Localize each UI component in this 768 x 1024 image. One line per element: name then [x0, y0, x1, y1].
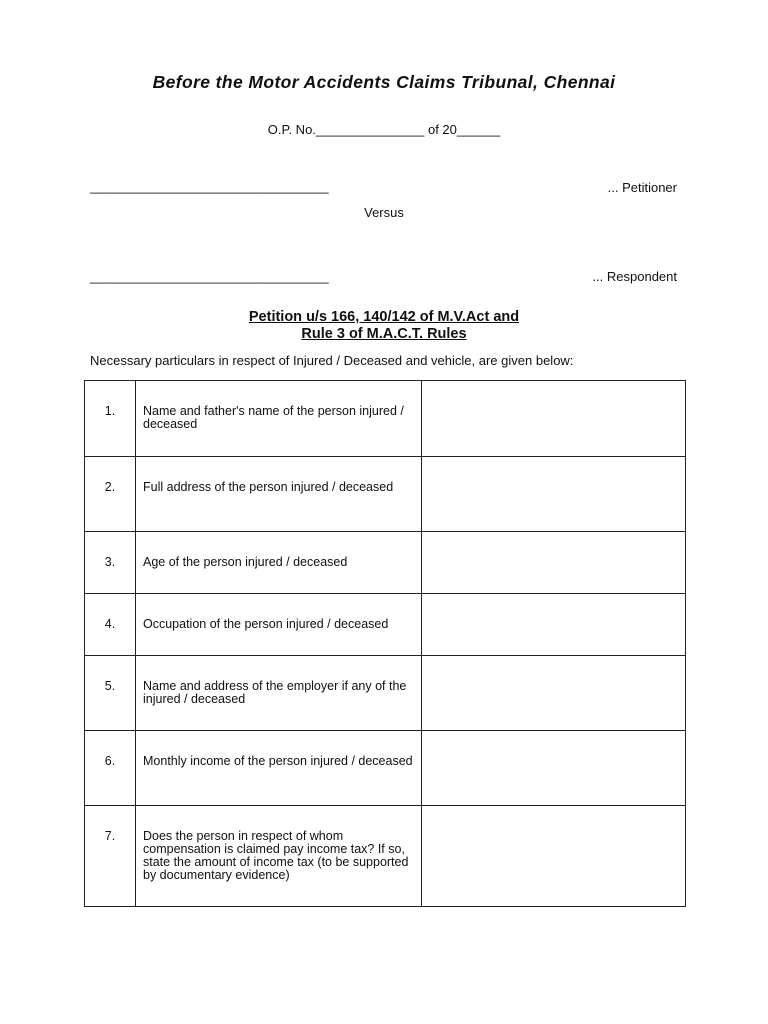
table-row: [85, 381, 686, 457]
row-number-cell: [85, 656, 136, 731]
row-number-cell: [85, 381, 136, 457]
petitioner-label: ... Petitioner: [607, 180, 677, 195]
row-number: 6.: [104, 754, 116, 768]
op-number: O.P. No._______________ of 20______: [267, 122, 501, 137]
table-row: [85, 532, 686, 594]
row-number: 3.: [104, 555, 116, 569]
row-label: Age of the person injured / deceased: [143, 555, 348, 569]
document-title: Before the Motor Accidents Claims Tribunal, Chennai: [152, 72, 616, 92]
row-label-cell: [136, 656, 422, 731]
row-number-cell: [85, 594, 136, 656]
row-label: Name and father's name of the person injured / deceased: [143, 404, 404, 431]
table-row: [85, 656, 686, 731]
row-label-cell: [136, 594, 422, 656]
row-label: Full address of the person injured / deceased: [143, 480, 394, 494]
row-label-cell: [136, 381, 422, 457]
row-value-field[interactable]: [422, 457, 686, 532]
particulars-table: [84, 380, 686, 907]
row-label: Does the person in respect of whom compensation is claimed pay income tax? If so, state the amount of income tax (to be supported by documentary evidence): [143, 829, 409, 882]
row-label-cell: [136, 532, 422, 594]
respondent-label: ... Respondent: [592, 269, 677, 284]
row-number-cell: [85, 731, 136, 806]
petitioner-blank: _________________________________: [90, 179, 329, 194]
row-value-field[interactable]: [422, 806, 686, 907]
petition-heading-line1: Petition u/s 166, 140/142 of M.V.Act and: [248, 309, 520, 325]
respondent-blank: _________________________________: [90, 269, 329, 284]
row-value-field[interactable]: [422, 656, 686, 731]
petition-heading-line2: Rule 3 of M.A.C.T. Rules: [301, 326, 467, 342]
row-number-cell: [85, 457, 136, 532]
row-value-field[interactable]: [422, 381, 686, 457]
table-row: [85, 457, 686, 532]
petition-heading: [0, 309, 768, 343]
row-label: Name and address of the employer if any of the injured / deceased: [143, 679, 407, 706]
row-number-cell: [85, 532, 136, 594]
row-number-cell: [85, 806, 136, 907]
intro-text: Necessary particulars in respect of Injured / Deceased and vehicle, are given below:: [90, 353, 574, 368]
row-number: 4.: [104, 617, 116, 631]
row-value-field[interactable]: [422, 532, 686, 594]
row-label-cell: [136, 731, 422, 806]
table-row: [85, 731, 686, 806]
row-label: Occupation of the person injured / deceased: [143, 617, 389, 631]
row-number: 5.: [104, 679, 116, 693]
row-number: 2.: [104, 480, 116, 494]
row-value-field[interactable]: [422, 594, 686, 656]
table-row: [85, 594, 686, 656]
row-label-cell: [136, 806, 422, 907]
row-number: 7.: [104, 829, 116, 843]
row-label: Monthly income of the person injured / deceased: [143, 754, 413, 768]
row-value-field[interactable]: [422, 731, 686, 806]
row-number: 1.: [104, 404, 116, 418]
row-label-cell: [136, 457, 422, 532]
versus-label: Versus: [364, 205, 404, 220]
table-row: [85, 806, 686, 907]
